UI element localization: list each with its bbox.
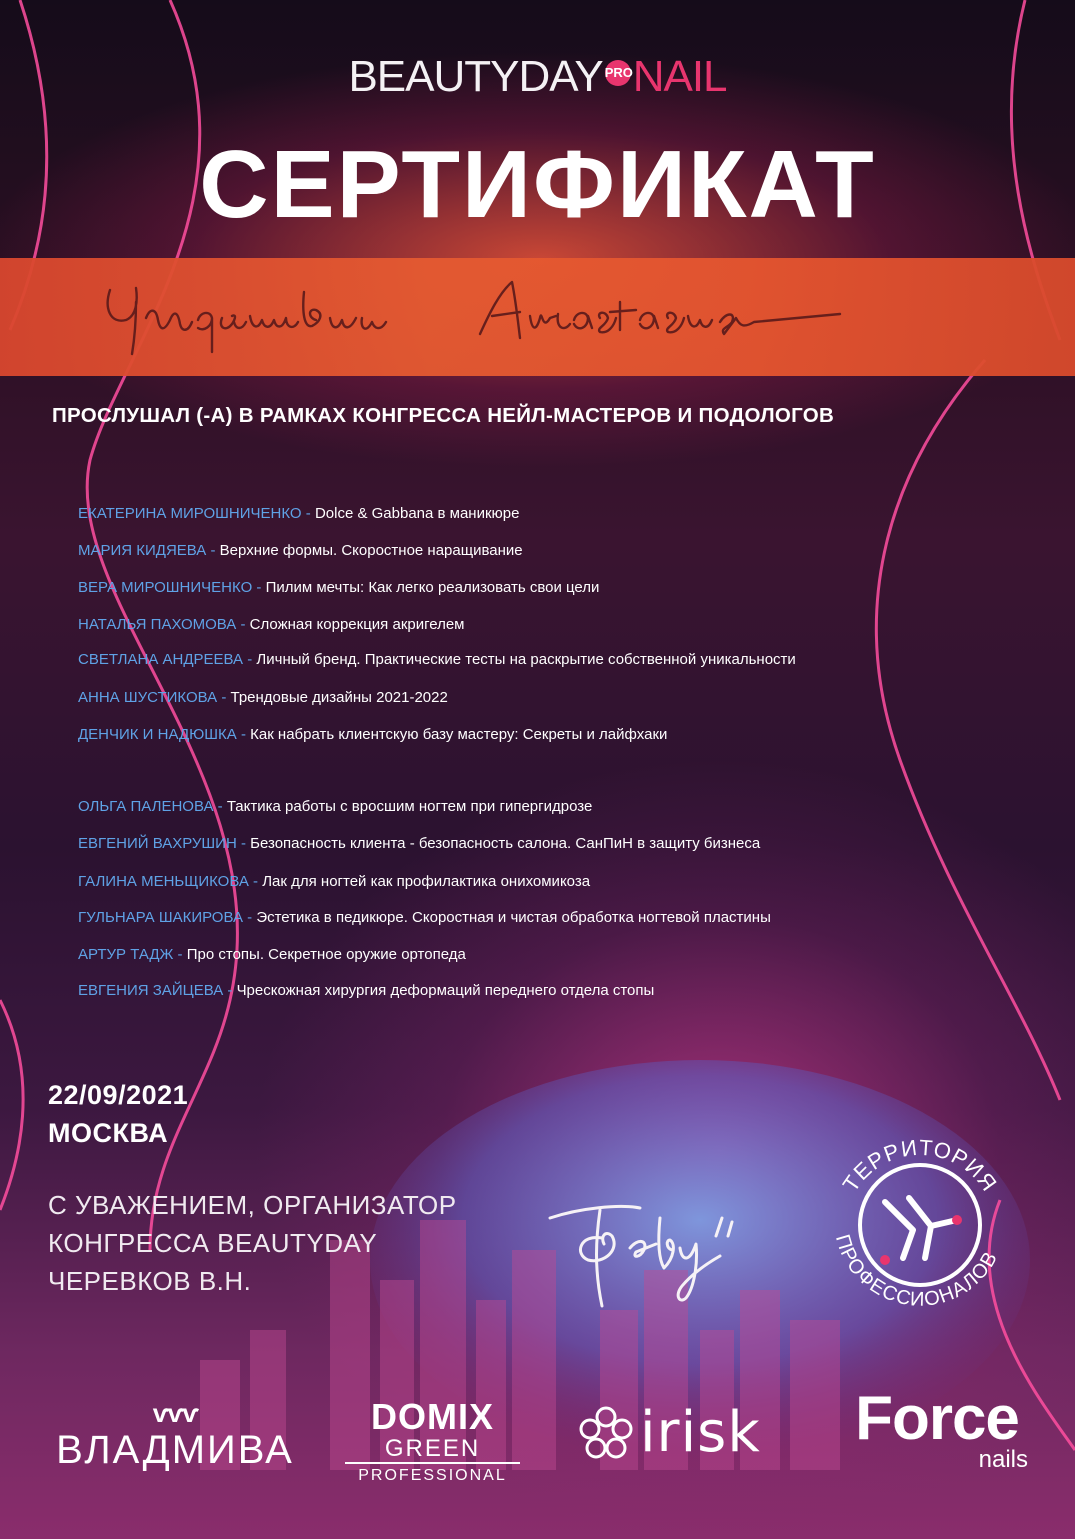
- lecture-row: ЕВГЕНИЯ ЗАЙЦЕВА - Чрескожная хирургия деформаций переднего отдела стопы: [78, 982, 655, 999]
- event-city: МОСКВА: [48, 1118, 169, 1148]
- irisk-name: irisk: [640, 1400, 761, 1465]
- organizer-signature: [540, 1178, 760, 1318]
- domix-line-2: GREEN: [384, 1435, 481, 1462]
- speaker-name: ОЛЬГА ПАЛЕНОВА: [78, 798, 214, 815]
- lecture-topic: Эстетика в педикюре. Скоростная и чистая обработка ногтевой пластины: [256, 909, 771, 926]
- event-date: 22/09/2021: [48, 1080, 189, 1110]
- lecture-row: МАРИЯ КИДЯЕВА - Верхние формы. Скоростное наращивание: [78, 542, 523, 559]
- lecture-topic: Верхние формы. Скоростное наращивание: [219, 542, 523, 559]
- organizer-regards: [48, 1186, 457, 1300]
- speaker-name: ЕВГЕНИЯ ЗАЙЦЕВА: [78, 982, 224, 999]
- speaker-name: НАТАЛЬЯ ПАХОМОВА: [78, 616, 237, 633]
- regards-line-3: ЧЕРЕВКОВ В.Н.: [48, 1266, 252, 1296]
- lecture-row: ЕКАТЕРИНА МИРОШНИЧЕНКО - Dolce & Gabbana в маникюре: [78, 505, 520, 522]
- speaker-name: ДЕНЧИК И НАДЮШКА: [78, 726, 237, 743]
- certificate-title: СЕРТИФИКАТ: [199, 131, 876, 238]
- territory-of-professionals-seal: [805, 1110, 1035, 1340]
- speaker-name: ЕВГЕНИЙ ВАХРУШИН: [78, 835, 237, 852]
- brand-logo: [0, 52, 1075, 102]
- lecture-topic: Чрескожная хирургия деформаций переднего отдела стопы: [236, 982, 655, 999]
- speaker-name: ВЕРА МИРОШНИЧЕНКО: [78, 579, 253, 596]
- sponsor-irisk-logo: [578, 1400, 793, 1465]
- force-line-2: nails: [978, 1446, 1028, 1473]
- speaker-name: СВЕТЛАНА АНДРЕЕВА: [78, 651, 244, 668]
- recipient-handwritten-name: [80, 262, 900, 372]
- lecture-row: СВЕТЛАНА АНДРЕЕВА - Личный бренд. Практические тесты на раскрытие собственной уникальности: [78, 651, 796, 668]
- lecture-row: ГАЛИНА МЕНЬЩИКОВА - Лак для ногтей как профилактика онихомикоза: [78, 873, 591, 890]
- lecture-topic: Трендовые дизайны 2021-2022: [230, 689, 448, 706]
- lecture-row: НАТАЛЬЯ ПАХОМОВА - Сложная коррекция акригелем: [78, 616, 465, 633]
- lecture-topic: Тактика работы с вросшим ногтем при гипергидрозе: [226, 798, 593, 815]
- speaker-name: АННА ШУСТИКОВА: [78, 689, 218, 706]
- seal-text-bottom: ПРОФЕССИОНАЛОВ: [830, 1232, 1003, 1311]
- flower-icon: [578, 1405, 634, 1461]
- speaker-name: АРТУР ТАДЖ: [78, 946, 174, 963]
- lecture-row: АРТУР ТАДЖ - Про стопы. Секретное оружие ортопеда: [78, 946, 466, 963]
- lecture-row: ГУЛЬНАРА ШАКИРОВА - Эстетика в педикюре. Скоростная и чистая обработка ногтевой пластины: [78, 909, 771, 926]
- lecture-row: ОЛЬГА ПАЛЕНОВА - Тактика работы с вросшим ногтем при гипергидрозе: [78, 798, 593, 815]
- sponsor-force-nails-logo: [832, 1384, 1042, 1473]
- lecture-topic: Про стопы. Секретное оружие ортопеда: [186, 946, 466, 963]
- brand-part1: BEAUTYDAY: [348, 52, 603, 101]
- sponsor-vladmiva-logo: [40, 1398, 310, 1473]
- lecture-topic: Лак для ногтей как профилактика онихомикоза: [262, 873, 591, 890]
- speaker-name: МАРИЯ КИДЯЕВА: [78, 542, 207, 559]
- speaker-name: ГАЛИНА МЕНЬЩИКОВА: [78, 873, 249, 890]
- lecture-row: ДЕНЧИК И НАДЮШКА - Как набрать клиентскую базу мастеру: Секреты и лайфхаки: [78, 726, 668, 743]
- force-line-1: Force: [855, 1384, 1019, 1453]
- vladmiva-mark: ѵѵѵ: [152, 1398, 198, 1428]
- sponsor-domix-logo: [345, 1398, 520, 1486]
- lecture-topic: Пилим мечты: Как легко реализовать свои цели: [265, 579, 600, 596]
- speaker-name: ГУЛЬНАРА ШАКИРОВА: [78, 909, 243, 926]
- lecture-row: АННА ШУСТИКОВА - Трендовые дизайны 2021-2022: [78, 689, 448, 706]
- brand-pro-badge: PRO: [605, 60, 631, 86]
- lecture-row: ЕВГЕНИЙ ВАХРУШИН - Безопасность клиента - безопасность салона. СанПиН в защиту бизнеса: [78, 835, 761, 852]
- lecture-topic: Как набрать клиентскую базу мастеру: Секреты и лайфхаки: [250, 726, 668, 743]
- speaker-name: ЕКАТЕРИНА МИРОШНИЧЕНКО: [78, 505, 302, 522]
- domix-line-3: PROFESSIONAL: [345, 1462, 520, 1486]
- lecture-topic: Сложная коррекция акригелем: [249, 616, 465, 633]
- lecture-row: ВЕРА МИРОШНИЧЕНКО - Пилим мечты: Как легко реализовать свои цели: [78, 579, 600, 596]
- lecture-topic: Личный бренд. Практические тесты на раскрытие собственной уникальности: [256, 651, 796, 668]
- lecture-topic: Dolce & Gabbana в маникюре: [314, 505, 520, 522]
- regards-line-1: С УВАЖЕНИЕМ, ОРГАНИЗАТОР: [48, 1190, 457, 1220]
- domix-line-1: DOMIX: [370, 1396, 494, 1437]
- brand-part2: NAIL: [632, 52, 727, 101]
- seal-text-top: ТЕРРИТОРИЯ: [837, 1134, 1003, 1197]
- regards-line-2: КОНГРЕССА BEAUTYDAY: [48, 1228, 378, 1258]
- vladmiva-name: ВЛАДМИВА: [56, 1428, 294, 1472]
- certificate-subtitle: ПРОСЛУШАЛ (-А) В РАМКАХ КОНГРЕССА НЕЙЛ-МАСТЕРОВ И ПОДОЛОГОВ: [52, 404, 835, 427]
- lecture-topic: Безопасность клиента - безопасность салона. СанПиН в защиту бизнеса: [250, 835, 761, 852]
